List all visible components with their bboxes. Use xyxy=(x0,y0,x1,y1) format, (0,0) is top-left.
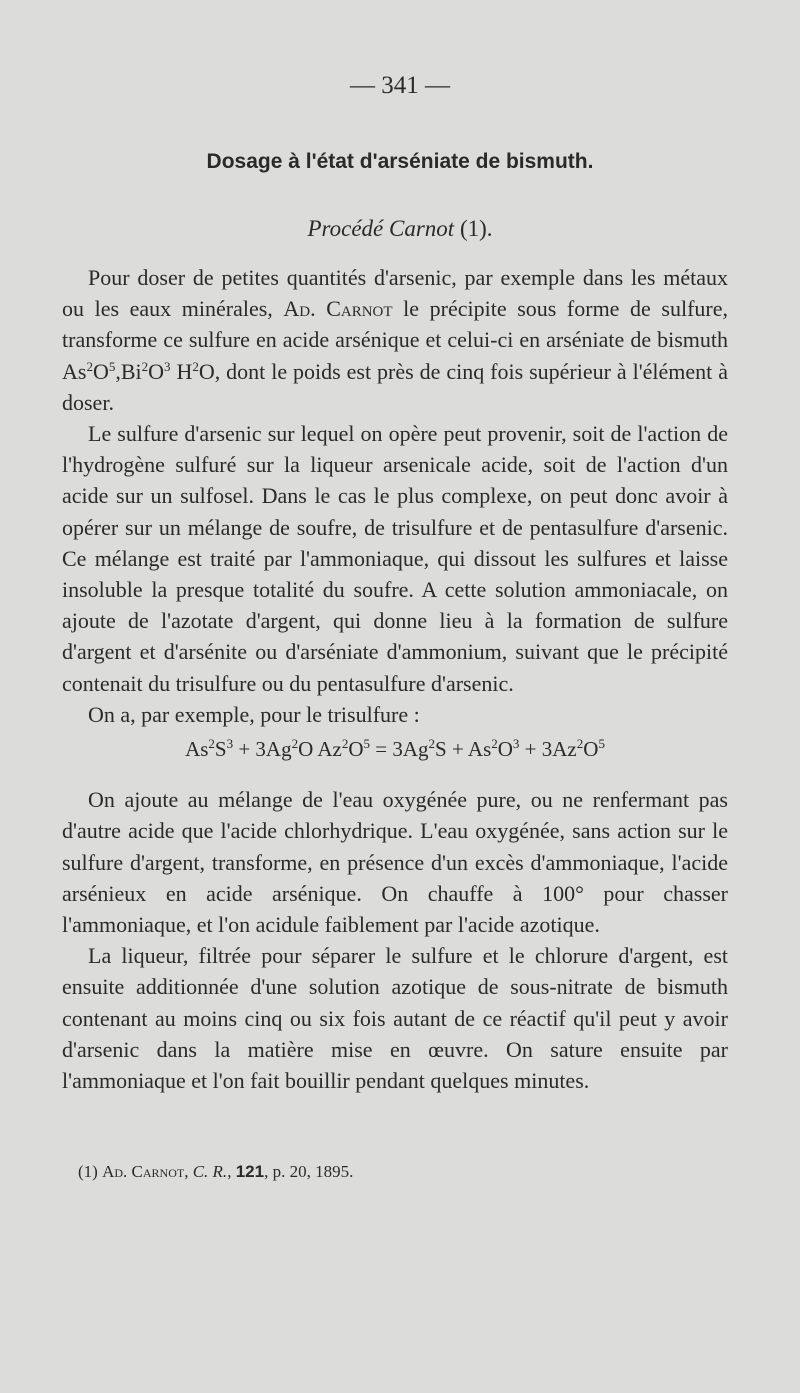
section-subheading xyxy=(0,216,800,242)
author-name: Ad. Carnot xyxy=(283,296,393,322)
section-heading: Dosage à l'état d'arséniate de bismuth. xyxy=(206,150,594,173)
paragraph-3: On a, par exemple, pour le trisulfure : xyxy=(88,701,420,727)
chemical-equation: $As^2S^3 + 3Ag^2O$ $Az^2O^5 = 3Ag^2S + As^2O^3 + 3Az^2O^5$ xyxy=(185,736,605,762)
paragraph-4: On ajoute au mélange de l'eau oxygénée pure, ou ne renfermant pas d'autre acide que l'acide chlorhydrique. L'eau oxygénée, sans action sur le sulfure d'argent, transforme, en présence d'un excès d'ammoniaque, l'acide arsénieux en acide arsénique. On chauffe à 100° pour chasser l'ammoniaque, et l'on acidule faiblement par l'acide azotique. xyxy=(62,787,728,938)
body-text xyxy=(62,262,728,1096)
paragraph-5: La liqueur, filtrée pour séparer le sulfure et le chlorure d'argent, est ensuite additionnée d'une solution azotique de sous-nitrate de bismuth contenant au moins cinq ou six fois autant de ce réactif qu'il peut y avoir d'arsenic dans la matière mise en œuvre. On sature ensuite par l'ammoniaque et l'on fait bouillir pendant quelques minutes. xyxy=(62,943,728,1094)
footnote: (1) Ad. Carnot, C. R., 121, p. 20, 1895. xyxy=(78,1162,354,1181)
paragraph-2: Le sulfure d'arsenic sur lequel on opère peut provenir, soit de l'action de l'hydrogène sulfuré sur la liqueur arsenicale acide, soit de l'action d'un acide sur un sulfosel. Dans le cas le plus complexe, on peut donc avoir à opérer sur un mélange de soufre, de trisulfure et de pentasulfure d'arsenic. Ce mélange est traité par l'ammoniaque, qui dissout les sulfures et laisse insoluble la presque totalité du soufre. A cette solution ammoniacale, on ajoute de l'azotate d'argent, qui donne lieu à la formation de sulfure d'argent et d'arsénite ou d'arséniate d'ammonium, suivant que le précipité contenait du trisulfure ou du pentasulfure d'arsenic. xyxy=(62,421,728,696)
method-name: Procédé Carnot xyxy=(307,216,455,241)
footnote-ref: (1). xyxy=(454,216,493,241)
paragraph-1: Pour doser de petites quantités d'arsenic, par exemple dans les métaux ou les eaux minérales, Ad. Carnot le précipite sous forme de sulfure, transforme ce sulfure en acide arsénique et celui-ci en arséniate de bismuth $As^2O^5,Bi^2O^3$ $H^2O$, dont le poids est près de cinq fois supérieur à l'élément à doser. xyxy=(62,265,729,415)
page-number: — 341 — xyxy=(350,72,450,99)
